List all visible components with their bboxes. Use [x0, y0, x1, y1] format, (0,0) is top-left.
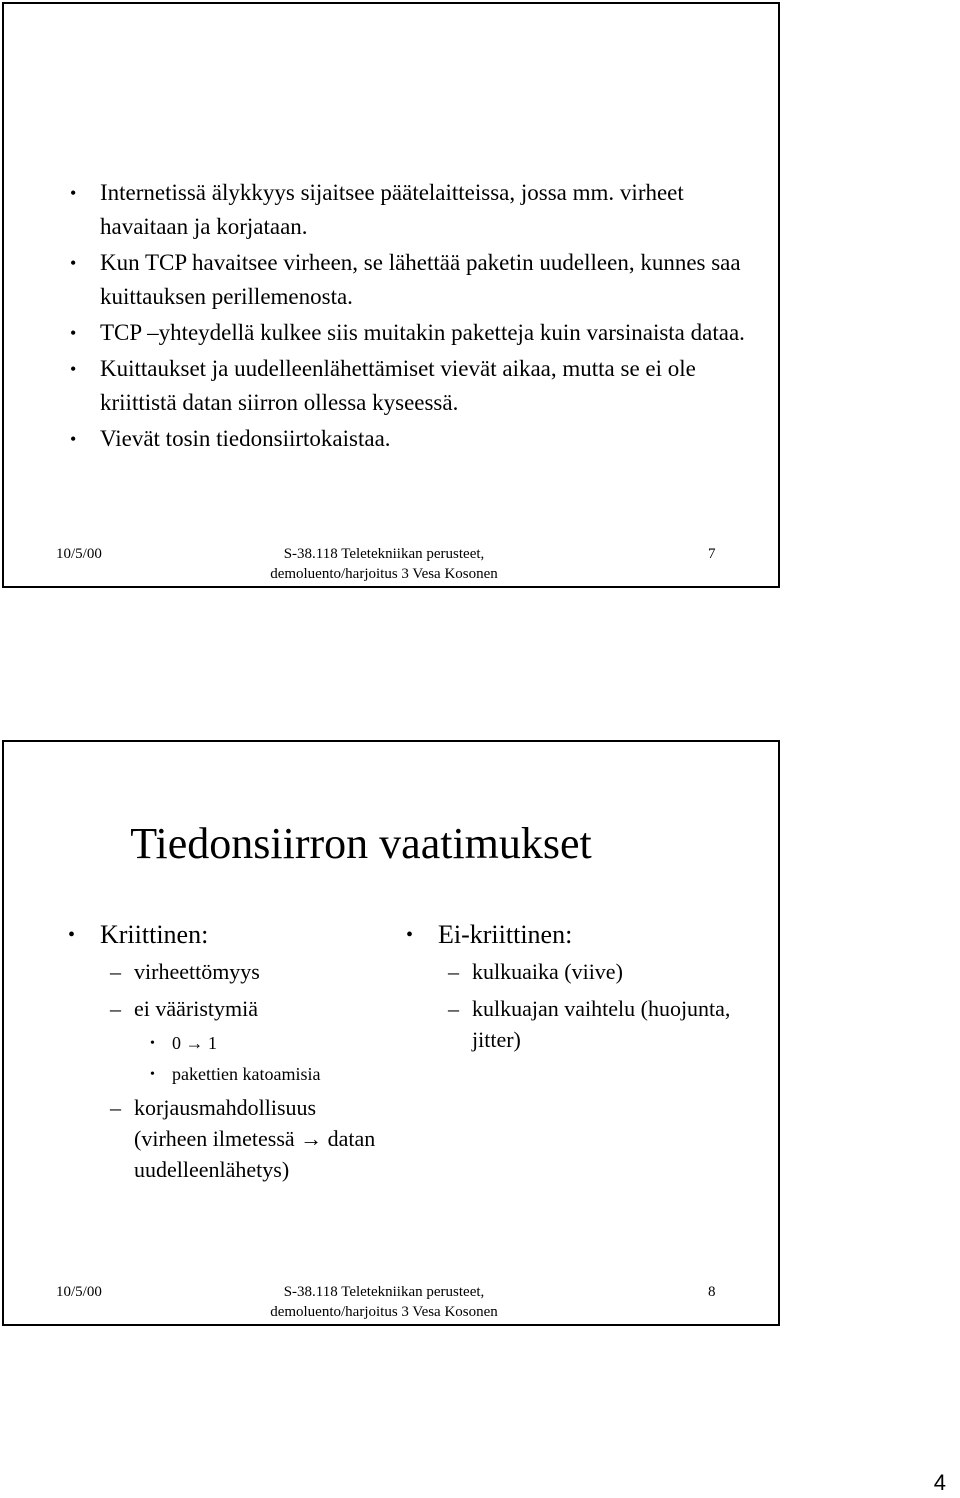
slide-footer — [4, 1278, 778, 1326]
non-critical-heading-text: Ei-kriittinen: — [438, 920, 573, 949]
footer-date: 10/5/00 — [56, 546, 102, 562]
bullet-icon: • — [70, 429, 77, 449]
bullet-item — [70, 422, 750, 456]
critical-heading — [68, 918, 388, 952]
footer-course: S-38.118 Teletekniikan perusteet, demoluento/harjoitus 3 Vesa Kosonen — [270, 546, 498, 582]
slide-title: Tiedonsiirron vaatimukset — [130, 819, 592, 868]
dash-icon: – — [110, 959, 121, 984]
slide-number: 7 — [708, 546, 716, 562]
bullet-icon: • — [70, 359, 77, 379]
bullet-text: Internetissä älykkyys sijaitsee päätelaitteissa, jossa mm. virheet havaitaan ja korjataan. — [100, 180, 684, 239]
list-item-text: virheettömyys — [134, 959, 260, 984]
list-item — [68, 1092, 388, 1185]
dash-icon: – — [110, 1095, 121, 1120]
bullet-text: Kun TCP havaitsee virheen, se lähettää paketin uudelleen, kunnes saa kuittauksen perillemenosta. — [100, 250, 741, 309]
slide-7 — [2, 2, 780, 588]
critical-column — [68, 918, 388, 1191]
bullet-item — [70, 176, 750, 244]
non-critical-heading — [406, 918, 766, 952]
sub-list-item-text: 0 → 1 — [172, 1033, 217, 1053]
bullet-item — [70, 352, 750, 420]
bullet-item — [70, 316, 750, 350]
sub-list-item — [68, 1061, 388, 1088]
list-item — [406, 956, 766, 987]
bullet-icon: • — [70, 183, 77, 203]
bullet-text: Vievät tosin tiedonsiirtokaistaa. — [100, 426, 391, 451]
bullet-icon: • — [68, 924, 76, 946]
list-item-text: korjausmahdollisuus (virheen ilmetessä → datan uudelleenlähetys) — [134, 1095, 376, 1182]
list-item-text: kulkuajan vaihtelu (huojunta, jitter) — [472, 996, 731, 1052]
list-item-text: ei vääristymiä — [134, 996, 259, 1021]
bullet-icon: • — [70, 323, 77, 343]
list-item — [406, 993, 766, 1055]
list-item — [68, 956, 388, 987]
slide-number: 8 — [708, 1284, 716, 1300]
bullet-icon: • — [150, 1067, 155, 1082]
slide-8 — [2, 740, 780, 1326]
list-item-text: kulkuaika (viive) — [472, 959, 623, 984]
bullet-icon: • — [406, 924, 414, 946]
bullet-text: Kuittaukset ja uudelleenlähettämiset vievät aikaa, mutta se ei ole kriittistä datan siirron ollessa kyseessä. — [100, 356, 696, 415]
dash-icon: – — [448, 959, 459, 984]
footer-date: 10/5/00 — [56, 1284, 102, 1300]
sub-list-item-text: pakettien katoamisia — [172, 1064, 321, 1084]
sub-list-item — [68, 1030, 388, 1057]
bullet-item — [70, 246, 750, 314]
non-critical-column — [406, 918, 766, 1061]
bullet-list — [70, 176, 750, 458]
bullet-text: TCP –yhteydellä kulkee siis muitakin paketteja kuin varsinaista dataa. — [100, 320, 745, 345]
slide-footer — [4, 540, 778, 588]
page-number: 4 — [933, 1470, 946, 1495]
footer-course: S-38.118 Teletekniikan perusteet, demoluento/harjoitus 3 Vesa Kosonen — [270, 1284, 498, 1320]
bullet-icon: • — [70, 253, 77, 273]
dash-icon: – — [448, 996, 459, 1021]
list-item — [68, 993, 388, 1024]
bullet-icon: • — [150, 1036, 155, 1051]
dash-icon: – — [110, 996, 121, 1021]
critical-heading-text: Kriittinen: — [100, 920, 209, 949]
